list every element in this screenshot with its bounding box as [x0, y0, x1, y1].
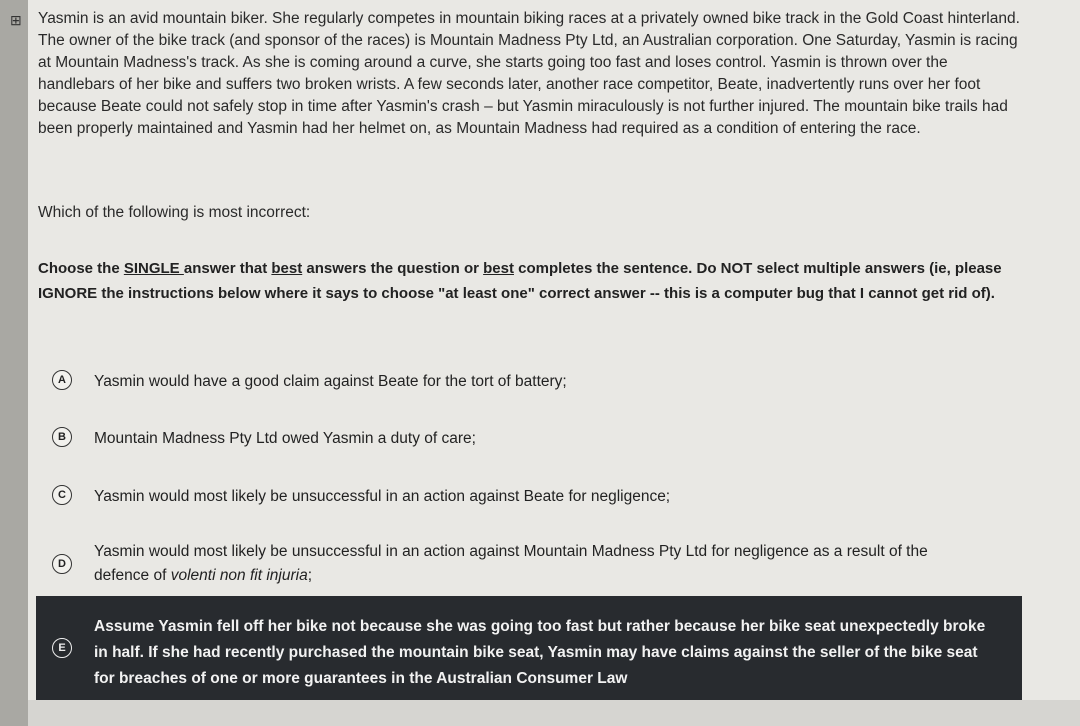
option-e-radio[interactable]: E [52, 638, 72, 658]
instructions-text-2: answer that [183, 260, 272, 277]
instructions-text-3: answers the question or [302, 260, 484, 277]
instructions-best-1: best [271, 260, 303, 277]
screen-bottom-edge [28, 700, 1080, 726]
passage-text: Yasmin is an avid mountain biker. She regularly competes in mountain biking races at a privately owned bike track in the Gold Coast hinterland. The owner of the bike track (and sponsor of the races) is Mountain Madness Pty Ltd, an Australian corporation. One Saturday, Yasmin is racing at Mountain Madness's track. As she is coming around a curve, she starts going too fast and loses control. Yasmin is thrown over the handlebars of her bike and suffers two broken wrists. A few seconds later, another race competitor, Beate, inadvertently runs over her foot because Beate could not safely stop in time after Yasmin's crash – but Yasmin miraculously is not further injured. The mountain bike trails had been properly maintained and Yasmin had her helmet on, as Mountain Madness had required as a condition of entering the race. [38, 10, 1020, 137]
answer-option-d[interactable] [52, 540, 982, 588]
instructions-text-4: completes the sentence. Do NOT select multiple answers (ie, please IGNORE the instructions below where it says to choose "at least one" correct answer -- this is a computer bug that I cannot get rid of). [38, 260, 1002, 302]
answer-option-a[interactable] [52, 370, 982, 394]
question-prompt: Which of the following is most incorrect: [38, 204, 311, 221]
question-passage [38, 8, 1028, 140]
option-d-text-italic: volenti non fit injuria [170, 567, 308, 584]
answer-option-b[interactable] [52, 427, 982, 451]
instructions-best-2: best [483, 260, 514, 277]
instructions-single: SINGLE [123, 260, 184, 277]
option-d-text-end: ; [307, 567, 313, 584]
option-d-text [94, 540, 982, 588]
option-d-radio[interactable]: D [52, 554, 72, 574]
answer-option-c[interactable] [52, 485, 982, 509]
option-a-text: Yasmin would have a good claim against Beate for the tort of battery; [94, 373, 567, 390]
option-c-text: Yasmin would most likely be unsuccessful in an action against Beate for negligence; [94, 488, 671, 505]
option-d-text-main: Yasmin would most likely be unsuccessful in an action against Mountain Madness Pty Ltd for negligence as a result of the defence of [94, 543, 928, 584]
option-b-text: Mountain Madness Pty Ltd owed Yasmin a duty of care; [94, 430, 476, 447]
answer-option-e-selected[interactable] [36, 596, 1022, 700]
option-c-radio[interactable]: C [52, 485, 72, 505]
answer-instructions [38, 256, 1028, 306]
option-b-radio[interactable]: B [52, 427, 72, 447]
option-a-radio[interactable]: A [52, 370, 72, 390]
option-e-text: Assume Yasmin fell off her bike not because she was going too fast but rather because her bike seat unexpectedly broke in half. If she had recently purchased the mountain bike seat, Yasmin may have claims against the seller of the bike seat for breaches of one or more guarantees in the Australian Consumer Law [94, 618, 986, 687]
monitor-bezel [0, 0, 28, 726]
instructions-text-1: Choose the [38, 260, 124, 277]
bezel-icon: ⊞ [10, 12, 22, 28]
